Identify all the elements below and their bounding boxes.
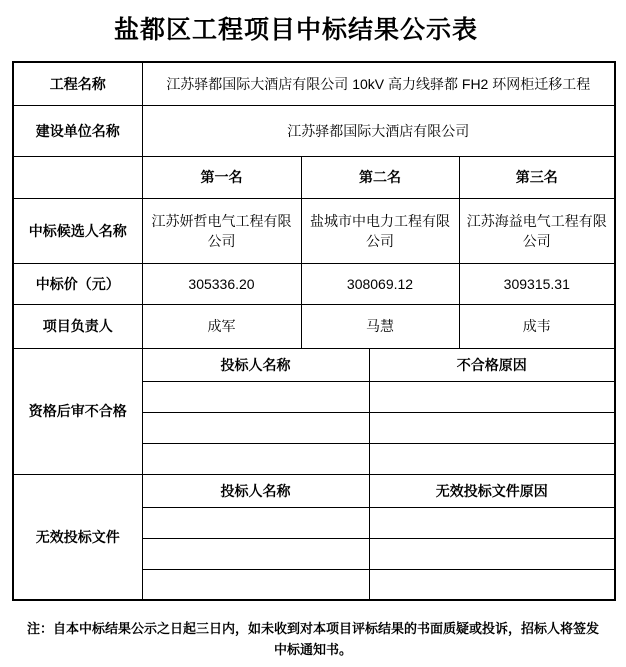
project-name-row: [13, 62, 615, 105]
candidate-first: 江苏妍哲电气工程有限公司: [142, 198, 301, 263]
invalid-bid-label: 无效投标文件: [13, 474, 142, 600]
page-title: 盐都区工程项目中标结果公示表: [113, 16, 478, 44]
qualification-bidder-cell: [142, 443, 369, 474]
qualification-failed-label: 资格后审不合格: [13, 348, 142, 474]
footer-note: 注：自本中标结果公示之日起三日内，如未收到对本项目评标结果的书面质疑或投诉，招标人将签发中标通知书。: [26, 621, 599, 658]
project-name-label: 工程名称: [13, 62, 142, 105]
candidate-second: 盐城市中电力工程有限公司: [301, 198, 459, 263]
bid-price-first: 305336.20: [142, 263, 301, 304]
qualification-failed-header-row: [13, 348, 615, 381]
rank-header-row: [13, 156, 615, 198]
project-manager-first: 成军: [142, 304, 301, 348]
project-manager-row: [13, 304, 615, 348]
bid-price-second: 308069.12: [301, 263, 459, 304]
rank-header-first: 第一名: [142, 156, 301, 198]
qualification-bidder-cell: [142, 412, 369, 443]
qualification-bidder-header: 投标人名称: [142, 348, 369, 381]
candidates-row: [13, 198, 615, 263]
project-name-value: 江苏驿都国际大酒店有限公司 10kV 高力线驿都 FH2 环网柜迁移工程: [142, 62, 615, 105]
invalid-reason-cell: [369, 569, 615, 600]
qualification-reason-cell: [369, 412, 615, 443]
qualification-reason-cell: [369, 443, 615, 474]
construction-unit-row: [13, 105, 615, 156]
bid-price-label: 中标价（元）: [13, 263, 142, 304]
construction-unit-label: 建设单位名称: [13, 105, 142, 156]
invalid-bidder-header: 投标人名称: [142, 474, 369, 507]
bid-price-row: [13, 263, 615, 304]
bid-result-table: [12, 61, 616, 601]
invalid-reason-header: 无效投标文件原因: [369, 474, 615, 507]
invalid-bid-header-row: [13, 474, 615, 507]
construction-unit-value: 江苏驿都国际大酒店有限公司: [142, 105, 615, 156]
invalid-bidder-cell: [142, 569, 369, 600]
candidates-label: 中标候选人名称: [13, 198, 142, 263]
invalid-bidder-cell: [142, 507, 369, 538]
rank-header-second: 第二名: [301, 156, 459, 198]
project-manager-third: 成韦: [459, 304, 615, 348]
invalid-reason-cell: [369, 538, 615, 569]
invalid-bidder-cell: [142, 538, 369, 569]
qualification-bidder-cell: [142, 381, 369, 412]
invalid-reason-cell: [369, 507, 615, 538]
candidate-third: 江苏海益电气工程有限公司: [459, 198, 615, 263]
bid-price-third: 309315.31: [459, 263, 615, 304]
project-manager-second: 马慧: [301, 304, 459, 348]
rank-header-third: 第三名: [459, 156, 615, 198]
empty-corner-cell: [13, 156, 142, 198]
qualification-reason-header: 不合格原因: [369, 348, 615, 381]
qualification-reason-cell: [369, 381, 615, 412]
project-manager-label: 项目负责人: [13, 304, 142, 348]
